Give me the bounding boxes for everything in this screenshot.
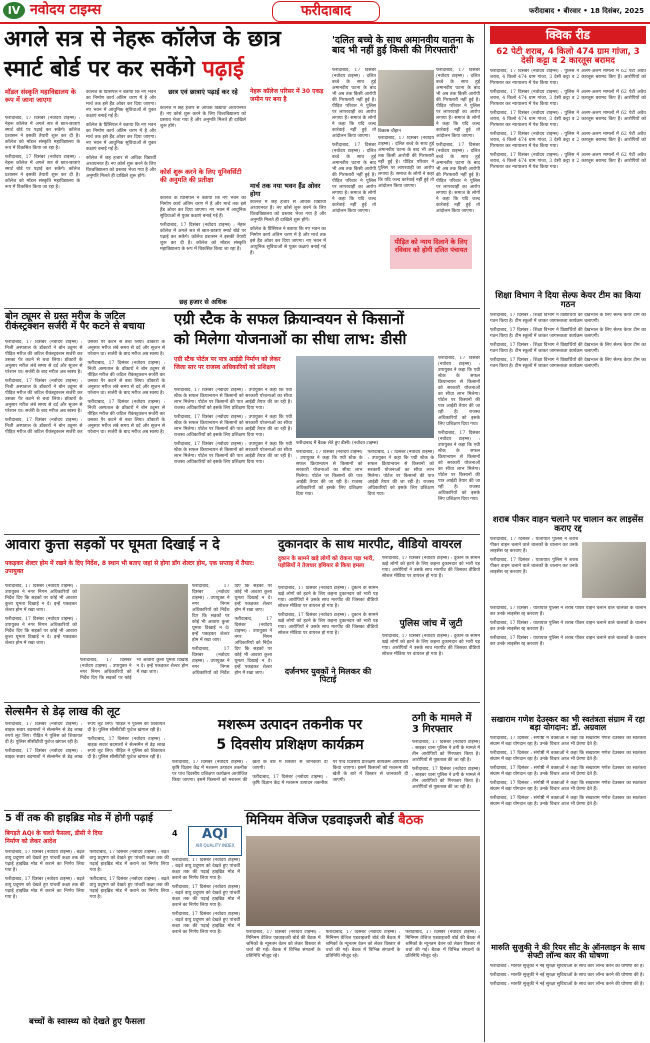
quick-read-item-5	[490, 944, 646, 1040]
cheating-headline: ठगी के मामले में 3 गिरफ्तार	[412, 713, 472, 735]
quick-read-body: फरीदाबाद, 17 दिसंबर : शिक्षा विभाग ने विद्यार्थियों की देखभाल के लिए सेल्फ केयर टीम का गठन किया है। टीम स्कूलों में जाकर जागरूकता कार्यक्रम चलाएगी। फरीदाबाद, 17 दिसंबर : शिक्षा विभाग ने विद्यार्थियों की देखभाल के लिए सेल्फ केयर टीम का गठन किया है। टीम स्कूलों में जाकर जागरूकता कार्यक्रम चलाएगी। फरीदाबाद, 17 दिसंबर : शिक्षा विभाग ने विद्यार्थियों की देखभाल के लिए सेल्फ केयर टीम का गठन किया है। टीम स्कूलों में जाकर जागरूकता कार्यक्रम चलाएगी। फरीदाबाद, 17 दिसंबर : शिक्षा विभाग ने विद्यार्थियों की देखभाल के लिए सेल्फ केयर टीम का गठन किया है। टीम स्कूलों में जाकर जागरूकता कार्यक्रम चलाएगी।	[490, 312, 646, 369]
quick-read-heading: शिक्षा विभाग ने दिया सेल्फ केयर टीम का किया गठन	[495, 291, 641, 310]
mushroom-headline-2: 5 दिवसीय प्रशिक्षण कार्यक्रम	[216, 737, 364, 753]
date-line: फरीदाबाद • बीरवार • 18 दिसंबर, 2025	[529, 7, 644, 15]
hybrid-body: फरीदाबाद, 17 दिसंबर (नवोदय टाइम्स) : बढ़ते वायु प्रदूषण को देखते हुए पांचवीं कक्षा तक की पढ़ाई हाइब्रिड मोड में कराने का निर्णय लिया गया है। फरीदाबाद, 17 दिसंबर (नवोदय टाइम्स) : बढ़ते वायु प्रदूषण को देखते हुए पांचवीं कक्षा तक की पढ़ाई हाइब्रिड मोड में कराने का निर्णय लिया गया है। फरीदाबाद, 17 दिसंबर (नवोदय टाइम्स) : बढ़ते वायु प्रदूषण को देखते हुए पांचवीं कक्षा तक की पढ़ाई हाइब्रिड मोड में कराने का निर्णय लिया गया है। फरीदाबाद, 17 दिसंबर (नवोदय टाइम्स) : बढ़ते वायु प्रदूषण को देखते हुए पांचवीं कक्षा तक की पढ़ाई हाइब्रिड मोड में कराने का निर्णय लिया गया है।	[5, 850, 169, 900]
mushroom-headline-1: मशरूम उत्पादन तकनीक पर	[217, 717, 363, 733]
dalit-body-left: फरीदाबाद, 17 दिसंबर (नवोदय टाइम्स) : दलित बच्चे के साथ हुई अमानवीय घटना के बाद भी अब तक किसी आरोपी की गिरफ्तारी नहीं हुई है। पीड़ित परिवार ने पुलिस पर लापरवाही का आरोप लगाया है। समाज के लोगों ने कहा कि यदि जल्द कार्रवाई नहीं हुई तो आंदोलन किया जाएगा। फरीदाबाद, 17 दिसंबर (नवोदय टाइम्स) : दलित बच्चे के साथ हुई अमानवीय घटना के बाद भी अब तक किसी आरोपी की गिरफ्तारी नहीं हुई है। पीड़ित परिवार ने पुलिस पर लापरवाही का आरोप लगाया है। समाज के लोगों ने कहा कि यदि जल्द कार्रवाई नहीं हुई तो आंदोलन किया जाएगा।	[332, 68, 376, 214]
bone-tumor-body: फरीदाबाद, 17 दिसंबर (नवोदय टाइम्स) : निजी अस्पताल के डॉक्टरों ने बोन ट्यूमर से पीड़ित मरीज की जटिल रीकंस्ट्रक्शन सर्जरी कर उसका पैर कटने से बचा लिया। डॉक्टरों के अनुसार मरीज लंबे समय से दर्द और सूजन से परेशान था। सर्जरी के बाद मरीज अब स्वस्थ है। फरीदाबाद, 17 दिसंबर (नवोदय टाइम्स) : निजी अस्पताल के डॉक्टरों ने बोन ट्यूमर से पीड़ित मरीज की जटिल रीकंस्ट्रक्शन सर्जरी कर उसका पैर कटने से बचा लिया। डॉक्टरों के अनुसार मरीज लंबे समय से दर्द और सूजन से परेशान था। सर्जरी के बाद मरीज अब स्वस्थ है। फरीदाबाद, 17 दिसंबर (नवोदय टाइम्स) : निजी अस्पताल के डॉक्टरों ने बोन ट्यूमर से पीड़ित मरीज की जटिल रीकंस्ट्रक्शन सर्जरी कर उसका पैर कटने से बचा लिया। डॉक्टरों के अनुसार मरीज लंबे समय से दर्द और सूजन से परेशान था। सर्जरी के बाद मरीज अब स्वस्थ है। फरीदाबाद, 17 दिसंबर (नवोदय टाइम्स) : निजी अस्पताल के डॉक्टरों ने बोन ट्यूमर से पीड़ित मरीज की जटिल रीकंस्ट्रक्शन सर्जरी कर उसका पैर कटने से बचा लिया। डॉक्टरों के अनुसार मरीज लंबे समय से दर्द और सूजन से परेशान था। सर्जरी के बाद मरीज अब स्वस्थ है। फरीदाबाद, 17 दिसंबर (नवोदय टाइम्स) : निजी अस्पताल के डॉक्टरों ने बोन ट्यूमर से पीड़ित मरीज की जटिल रीकंस्ट्रक्शन सर्जरी कर उसका पैर कटने से बचा लिया। डॉक्टरों के अनुसार मरीज लंबे समय से दर्द और सूजन से परेशान था। सर्जरी के बाद मरीज अब स्वस्थ है।	[5, 340, 165, 435]
agri-bullet: एग्री स्टैक पोर्टल पर पात्र आईडी निर्माण को लेकर जिला स्तर पर राजस्व अधिकारियों को प्रशिक्षण	[174, 356, 281, 371]
stray-dogs-body: फरीदाबाद, 17 दिसंबर (नवोदय टाइम्स) : उपायुक्त ने नगर निगम अधिकारियों को निर्देश दिए कि सड़कों पर कोई भी आवारा कुत्ता घूमता दिखाई न दे। इन्हें पकड़कर शेल्टर होम में रखा जाए। फरीदाबाद, 17 दिसंबर (नवोदय टाइम्स) : उपायुक्त ने नगर निगम अधिकारियों को निर्देश दिए कि सड़कों पर कोई भी आवारा कुत्ता घूमता दिखाई न दे। इन्हें पकड़कर शेल्टर होम में रखा जाए।	[5, 584, 77, 646]
quick-read-body: फरीदाबाद, 17 दिसंबर : संगोष्ठी में वक्ताओं ने कहा कि सखाराम गणेश देउस्कर का स्वतंत्रता संग्राम में बड़ा योगदान रहा है। उनके विचार आज भी प्रेरणा देते हैं। फरीदाबाद, 17 दिसंबर : संगोष्ठी में वक्ताओं ने कहा कि सखाराम गणेश देउस्कर का स्वतंत्रता संग्राम में बड़ा योगदान रहा है। उनके विचार आज भी प्रेरणा देते हैं। फरीदाबाद, 17 दिसंबर : संगोष्ठी में वक्ताओं ने कहा कि सखाराम गणेश देउस्कर का स्वतंत्रता संग्राम में बड़ा योगदान रहा है। उनके विचार आज भी प्रेरणा देते हैं। फरीदाबाद, 17 दिसंबर : संगोष्ठी में वक्ताओं ने कहा कि सखाराम गणेश देउस्कर का स्वतंत्रता संग्राम में बड़ा योगदान रहा है। उनके विचार आज भी प्रेरणा देते हैं। फरीदाबाद, 17 दिसंबर : संगोष्ठी में वक्ताओं ने कहा कि सखाराम गणेश देउस्कर का स्वतंत्रता संग्राम में बड़ा योगदान रहा है। उनके विचार आज भी प्रेरणा देते हैं।	[490, 735, 646, 807]
lead-headline-1: अगले सत्र से नेहरू कॉलेज के छात्र	[4, 27, 281, 52]
aqi-logo-text: AQI	[202, 827, 228, 842]
quick-read-body: फरीदाबाद, 17 दिसंबर (नवोदय टाइम्स) : पुलिस ने अलग-अलग मामलों में 62 पेटी अवैध शराब, 4 किलो 474 ग्राम गांजा, 3 देसी कट्टा व 2 कारतूस बरामद किए हैं। आरोपियों को गिरफ्तार कर न्यायालय में पेश किया गया। फरीदाबाद, 17 दिसंबर (नवोदय टाइम्स) : पुलिस ने अलग-अलग मामलों में 62 पेटी अवैध शराब, 4 किलो 474 ग्राम गांजा, 3 देसी कट्टा व 2 कारतूस बरामद किए हैं। आरोपियों को गिरफ्तार कर न्यायालय में पेश किया गया। फरीदाबाद, 17 दिसंबर (नवोदय टाइम्स) : पुलिस ने अलग-अलग मामलों में 62 पेटी अवैध शराब, 4 किलो 474 ग्राम गांजा, 3 देसी कट्टा व 2 कारतूस बरामद किए हैं। आरोपियों को गिरफ्तार कर न्यायालय में पेश किया गया। फरीदाबाद, 17 दिसंबर (नवोदय टाइम्स) : पुलिस ने अलग-अलग मामलों में 62 पेटी अवैध शराब, 4 किलो 474 ग्राम गांजा, 3 देसी कट्टा व 2 कारतूस बरामद किए हैं। आरोपियों को गिरफ्तार कर न्यायालय में पेश किया गया। फरीदाबाद, 17 दिसंबर (नवोदय टाइम्स) : पुलिस ने अलग-अलग मामलों में 62 पेटी अवैध शराब, 4 किलो 474 ग्राम गांजा, 3 देसी कट्टा व 2 कारतूस बरामद किए हैं। आरोपियों को गिरफ्तार कर न्यायालय में पेश किया गया।	[490, 68, 646, 170]
agri-headline-1: एग्री स्टैक के सफल क्रियान्वयन से किसानों	[174, 310, 404, 328]
shopkeeper-dozen: दर्जनभर युवकों ने मिलकर की पिटाई	[284, 667, 372, 685]
shopkeeper-headline: दुकानदार के साथ मारपीट, वीडियो वायरल	[278, 537, 462, 551]
lead-side-heading: छात्र एवं छात्राएं पढ़ाई कर रहे	[168, 88, 238, 96]
shopkeeper-body-3: फरीदाबाद, 17 दिसंबर (नवोदय टाइम्स) : दुकान के सामने खड़े लोगों को हटने के लिए कहना दुकानदार को भारी पड़ गया। आरोपियों ने उसके साथ मारपीट की जिसका वीडियो सोशल मीडिया पर वायरल हो गया है।	[382, 634, 480, 657]
quick-read-label: क्विक रीड	[490, 26, 646, 44]
agri-body-right: फरीदाबाद, 17 दिसंबर (नवोदय टाइम्स) : उपायुक्त ने कहा कि एग्री स्टैक के सफल क्रियान्वयन से किसानों को सरकारी योजनाओं का सीधा लाभ मिलेगा। पोर्टल पर किसानों की पात्र आईडी तैयार की जा रही है। राजस्व अधिकारियों को इसके लिए प्रशिक्षण दिया गया। फरीदाबाद, 17 दिसंबर (नवोदय टाइम्स) : उपायुक्त ने कहा कि एग्री स्टैक के सफल क्रियान्वयन से किसानों को सरकारी योजनाओं का सीधा लाभ मिलेगा। पोर्टल पर किसानों की पात्र आईडी तैयार की जा रही है। राजस्व अधिकारियों को इसके लिए प्रशिक्षण दिया गया।	[296, 450, 434, 497]
lead-body-5: कॉलेज में छह हजार से अधिक विद्यार्थी अध्ययनरत हैं। नए कोर्स शुरू करने के लिए विश्वविद्यालय को प्रस्ताव भेजा गया है और अनुमति मिलते ही दाखिले शुरू होंगे। कॉलेज के प्रिंसिपल ने बताया कि नए भवन का निर्माण कार्य अंतिम चरण में है और मार्च तक इसे हैंड ओवर कर दिया जाएगा। नए भवन में आधुनिक सुविधाओं से युक्त कक्षाएं बनाई गई हैं।	[250, 200, 326, 256]
quick-read-body: फरीदाबाद, 17 दिसंबर : यातायात पुलिस ने शराब पीकर वाहन चलाने वाले चालकों के चालान कर उनके लाइसेंस रद्द करवाए हैं। फरीदाबाद, 17 दिसंबर : यातायात पुलिस ने शराब पीकर वाहन चलाने वाले चालकों के चालान कर उनके लाइसेंस रद्द करवाए हैं।	[490, 536, 578, 575]
stray-dogs-body-2: फरीदाबाद, 17 दिसंबर (नवोदय टाइम्स) : उपायुक्त ने नगर निगम अधिकारियों को निर्देश दिए कि सड़कों पर कोई भी आवारा कुत्ता घूमता दिखाई न दे। इन्हें पकड़कर शेल्टर होम में रखा जाए।	[80, 658, 188, 681]
lead-count-line: छह हजार से अधिक	[179, 298, 227, 306]
lead-headline-2	[4, 58, 328, 81]
hybrid-headline: 5 वीं तक की हाइब्रिड मोड में होगी पढ़ाई	[5, 813, 153, 824]
lead-bullet: मॉडल संस्कृति महाविद्यालय के रूप में जाना जाएगा	[5, 88, 76, 104]
aqi-logo-sub: AIR QUALITY INDEX	[195, 843, 235, 848]
quick-read-item-4	[490, 716, 646, 936]
agri-headline-2: को मिलेगा योजनाओं का सीधा लाभ: डीसी	[174, 330, 407, 348]
quick-read-item-3	[490, 516, 646, 706]
dalit-photo	[378, 70, 434, 126]
stray-dogs-photo	[80, 584, 188, 654]
shopkeeper-bullet: दुकान के सामने खड़े लोगों को रोकना पड़ा भारी, पड़ोसियों ने तेजधार हथियार से किया हमला	[278, 556, 375, 569]
city-banner: फरीदाबाद	[272, 1, 380, 22]
masthead	[0, 0, 650, 24]
selsman-headline: सेल्समैन से डेढ़ लाख की लूट	[5, 705, 120, 718]
dalit-box: पीड़ित को न्याय दिलाने के लिए रविवार को होगी दलित पंचायत	[390, 235, 472, 269]
quick-read-heading: शराब पीकर वाहन चलाने पर चालान कर लाइसेंस कराए रद्द	[492, 515, 644, 534]
hybrid-bullet: बिगड़ते AQI के चलते फैसला, डीसी ने दिया निर्माण को लेकर आदेश	[5, 830, 103, 845]
lead-headline-2a: स्मार्ट बोर्ड पर कर सकेंगे	[4, 57, 195, 82]
shopkeeper-body-2: फरीदाबाद, 17 दिसंबर (नवोदय टाइम्स) : दुकान के सामने खड़े लोगों को हटने के लिए कहना दुकानदार को भारी पड़ गया। आरोपियों ने उसके साथ मारपीट की जिसका वीडियो सोशल मीडिया पर वायरल हो गया है।	[382, 556, 480, 579]
lead-q-heading: कोर्स शुरू करने के लिए यूनिवर्सिटी की अनुमति की प्रतीक्षा	[160, 168, 242, 184]
mushroom-body: फरीदाबाद, 17 दिसंबर (नवोदय टाइम्स) : कृषि विज्ञान केंद्र में मशरूम उत्पादन तकनीक पर पांच दिवसीय प्रशिक्षण कार्यक्रम आयोजित किया जाएगा। इसमें किसानों को मशरूम की खेती के बारे में विस्तार से जानकारी दी जाएगी। फरीदाबाद, 17 दिसंबर (नवोदय टाइम्स) : कृषि विज्ञान केंद्र में मशरूम उत्पादन तकनीक पर पांच दिवसीय प्रशिक्षण कार्यक्रम आयोजित किया जाएगा। इसमें किसानों को मशरूम की खेती के बारे में विस्तार से जानकारी दी जाएगी।	[172, 760, 408, 786]
paper-name: नवोदय टाइम्स	[30, 2, 102, 18]
lead-body-2: कॉलेज के प्रिंसिपल ने बताया कि नए भवन का निर्माण कार्य अंतिम चरण में है और मार्च तक इसे हैंड ओवर कर दिया जाएगा। नए भवन में आधुनिक सुविधाओं से युक्त कक्षाएं बनाई गई हैं। कॉलेज के प्रिंसिपल ने बताया कि नए भवन का निर्माण कार्य अंतिम चरण में है और मार्च तक इसे हैंड ओवर कर दिया जाएगा। नए भवन में आधुनिक सुविधाओं से युक्त कक्षाएं बनाई गई हैं। कॉलेज में छह हजार से अधिक विद्यार्थी अध्ययनरत हैं। नए कोर्स शुरू करने के लिए विश्वविद्यालय को प्रस्ताव भेजा गया है और अनुमति मिलते ही दाखिले शुरू होंगे।	[86, 90, 156, 179]
quick-read-heading: सखाराम गणेश देउस्कर का भी स्वतंत्रता संग्राम में रहा बड़ा योगदान: डॉ. अग्रवाल	[491, 715, 645, 733]
lead-side-box: नेहरू कॉलेज परिसर में 30 एकड़ जमीन पर बना है	[250, 88, 324, 103]
minimum-headline	[246, 814, 480, 828]
aqi-logo	[188, 826, 242, 856]
stray-dogs-headline: आवारा कुत्ता सड़कों पर घूमता दिखाई न दे	[5, 537, 220, 553]
agri-caption: फरीदाबाद में बैठक लेते हुए डीसी। (नवोदय टाइम्स)	[296, 441, 379, 446]
minimum-headline-a: मिनियम वेजिज एडवाइजरी बोर्ड	[246, 813, 394, 828]
dalit-caption: विकास चौहान	[378, 129, 401, 134]
lead-body-3: कॉलेज में छह हजार से अधिक विद्यार्थी अध्ययनरत हैं। नए कोर्स शुरू करने के लिए विश्वविद्यालय को प्रस्ताव भेजा गया है और अनुमति मिलते ही दाखिले शुरू होंगे।	[160, 106, 246, 129]
bone-tumor-headline: बोन ट्यूमर से ग्रस्त मरीज के जटिल रीकंस्ट्रक्शन सर्जरी में पैर कटने से बचाया	[5, 311, 145, 332]
lead-body-1: फरीदाबाद, 17 दिसंबर (नवोदय टाइम्स) : नेहरू कॉलेज में अगले सत्र से छात्र-छात्राएं स्मार्ट बोर्ड पर पढ़ाई कर सकेंगे। कॉलेज प्रशासन ने इसकी तैयारी शुरू कर दी है। कॉलेज को मॉडल संस्कृति महाविद्यालय के रूप में विकसित किया जा रहा है। फरीदाबाद, 17 दिसंबर (नवोदय टाइम्स) : नेहरू कॉलेज में अगले सत्र से छात्र-छात्राएं स्मार्ट बोर्ड पर पढ़ाई कर सकेंगे। कॉलेज प्रशासन ने इसकी तैयारी शुरू कर दी है। कॉलेज को मॉडल संस्कृति महाविद्यालय के रूप में विकसित किया जा रहा है।	[5, 116, 80, 190]
agri-body-far: फरीदाबाद, 17 दिसंबर (नवोदय टाइम्स) : उपायुक्त ने कहा कि एग्री स्टैक के सफल क्रियान्वयन से किसानों को सरकारी योजनाओं का सीधा लाभ मिलेगा। पोर्टल पर किसानों की पात्र आईडी तैयार की जा रही है। राजस्व अधिकारियों को इसके लिए प्रशिक्षण दिया गया। फरीदाबाद, 17 दिसंबर (नवोदय टाइम्स) : उपायुक्त ने कहा कि एग्री स्टैक के सफल क्रियान्वयन से किसानों को सरकारी योजनाओं का सीधा लाभ मिलेगा। पोर्टल पर किसानों की पात्र आईडी तैयार की जा रही है। राजस्व अधिकारियों को इसके लिए प्रशिक्षण दिया गया।	[438, 356, 480, 502]
stray-dogs-body-3: फरीदाबाद, 17 दिसंबर (नवोदय टाइम्स) : उपायुक्त ने नगर निगम अधिकारियों को निर्देश दिए कि सड़कों पर कोई भी आवारा कुत्ता घूमता दिखाई न दे। इन्हें पकड़कर शेल्टर होम में रखा जाए। फरीदाबाद, 17 दिसंबर (नवोदय टाइम्स) : उपायुक्त ने नगर निगम अधिकारियों को निर्देश दिए कि सड़कों पर कोई भी आवारा कुत्ता घूमता दिखाई न दे। इन्हें पकड़कर शेल्टर होम में रखा जाए। फरीदाबाद, 17 दिसंबर (नवोदय टाइम्स) : उपायुक्त ने नगर निगम अधिकारियों को निर्देश दिए कि सड़कों पर कोई भी आवारा कुत्ता घूमता दिखाई न दे। इन्हें पकड़कर शेल्टर होम में रखा जाए।	[192, 584, 272, 676]
agri-photo	[296, 356, 434, 438]
hybrid-footer: बच्चों के स्वास्थ्य को देखते हुए फैसला	[28, 1017, 146, 1027]
lead-body-4: कॉलेज के प्रिंसिपल ने बताया कि नए भवन का निर्माण कार्य अंतिम चरण में है और मार्च तक इसे हैंड ओवर कर दिया जाएगा। नए भवन में आधुनिक सुविधाओं से युक्त कक्षाएं बनाई गई हैं। फरीदाबाद, 17 दिसंबर (नवोदय टाइम्स) : नेहरू कॉलेज में अगले सत्र से छात्र-छात्राएं स्मार्ट बोर्ड पर पढ़ाई कर सकेंगे। कॉलेज प्रशासन ने इसकी तैयारी शुरू कर दी है। कॉलेज को मॉडल संस्कृति महाविद्यालय के रूप में विकसित किया जा रहा है।	[160, 196, 246, 252]
quick-read-photo	[582, 542, 646, 598]
aqi-body: फरीदाबाद, 17 दिसंबर (नवोदय टाइम्स) : बढ़ते वायु प्रदूषण को देखते हुए पांचवीं कक्षा तक की पढ़ाई हाइब्रिड मोड में कराने का निर्णय लिया गया है। फरीदाबाद, 17 दिसंबर (नवोदय टाइम्स) : बढ़ते वायु प्रदूषण को देखते हुए पांचवीं कक्षा तक की पढ़ाई हाइब्रिड मोड में कराने का निर्णय लिया गया है। फरीदाबाद, 17 दिसंबर (नवोदय टाइम्स) : बढ़ते वायु प्रदूषण को देखते हुए पांचवीं कक्षा तक की पढ़ाई हाइब्रिड मोड में कराने का निर्णय लिया गया है।	[172, 858, 240, 935]
agri-body-left: फरीदाबाद, 17 दिसंबर (नवोदय टाइम्स) : उपायुक्त ने कहा कि एग्री स्टैक के सफल क्रियान्वयन से किसानों को सरकारी योजनाओं का सीधा लाभ मिलेगा। पोर्टल पर किसानों की पात्र आईडी तैयार की जा रही है। राजस्व अधिकारियों को इसके लिए प्रशिक्षण दिया गया। फरीदाबाद, 17 दिसंबर (नवोदय टाइम्स) : उपायुक्त ने कहा कि एग्री स्टैक के सफल क्रियान्वयन से किसानों को सरकारी योजनाओं का सीधा लाभ मिलेगा। पोर्टल पर किसानों की पात्र आईडी तैयार की जा रही है। राजस्व अधिकारियों को इसके लिए प्रशिक्षण दिया गया। फरीदाबाद, 17 दिसंबर (नवोदय टाइम्स) : उपायुक्त ने कहा कि एग्री स्टैक के सफल क्रियान्वयन से किसानों को सरकारी योजनाओं का सीधा लाभ मिलेगा। पोर्टल पर किसानों की पात्र आईडी तैयार की जा रही है। राजस्व अधिकारियों को इसके लिए प्रशिक्षण दिया गया।	[174, 388, 292, 465]
quick-read-heading: मारुति सुजुकी ने की रियर सीट के ऑनलाइन के साथ सेफ्टी लॉन्च कार की घोषणा	[491, 943, 645, 961]
selsman-body: फरीदाबाद, 17 दिसंबर (नवोदय टाइम्स) : बाइक सवार बदमाशों ने सेल्समैन से डेढ़ लाख रुपये लूट लिए। पीड़ित ने पुलिस को शिकायत दी है। पुलिस सीसीटीवी फुटेज खंगाल रही है। फरीदाबाद, 17 दिसंबर (नवोदय टाइम्स) : बाइक सवार बदमाशों ने सेल्समैन से डेढ़ लाख रुपये लूट लिए। पीड़ित ने पुलिस को शिकायत दी है। पुलिस सीसीटीवी फुटेज खंगाल रही है। फरीदाबाद, 17 दिसंबर (नवोदय टाइम्स) : बाइक सवार बदमाशों ने सेल्समैन से डेढ़ लाख रुपये लूट लिए। पीड़ित ने पुलिस को शिकायत दी है। पुलिस सीसीटीवी फुटेज खंगाल रही है।	[5, 722, 165, 760]
quick-read-body-2: फरीदाबाद, 17 दिसंबर : यातायात पुलिस ने शराब पीकर वाहन चलाने वाले चालकों के चालान कर उनके लाइसेंस रद्द करवाए हैं। फरीदाबाद, 17 दिसंबर : यातायात पुलिस ने शराब पीकर वाहन चलाने वाले चालकों के चालान कर उनके लाइसेंस रद्द करवाए हैं। फरीदाबाद, 17 दिसंबर : यातायात पुलिस ने शराब पीकर वाहन चलाने वाले चालकों के चालान कर उनके लाइसेंस रद्द करवाए हैं।	[490, 605, 646, 647]
lead-headline-2b: पढ़ाई	[202, 57, 244, 82]
quick-read-heading: 62 पेटी शराब, 4 किलो 474 ग्राम गांजा, 3 देसी कट्टा व 2 कारतूस बरामद	[496, 47, 640, 66]
stray-dogs-bullet: पकड़कर शेल्टर होम में रखने के दिए निर्देश, 8 स्थान भी बताए जहां से होगा डॉग शेल्टर होम, एक सप्ताह में तैयार: उपायुक्त	[5, 560, 255, 575]
aqi-number: 4	[172, 829, 178, 838]
shopkeeper-body-1: फरीदाबाद, 17 दिसंबर (नवोदय टाइम्स) : दुकान के सामने खड़े लोगों को हटने के लिए कहना दुकानदार को भारी पड़ गया। आरोपियों ने उसके साथ मारपीट की जिसका वीडियो सोशल मीडिया पर वायरल हो गया है। फरीदाबाद, 17 दिसंबर (नवोदय टाइम्स) : दुकान के सामने खड़े लोगों को हटने के लिए कहना दुकानदार को भारी पड़ गया। आरोपियों ने उसके साथ मारपीट की जिसका वीडियो सोशल मीडिया पर वायरल हो गया है।	[278, 586, 378, 636]
minimum-headline-b: बैठक	[398, 813, 424, 828]
shopkeeper-police-box: पुलिस जांच में जुटी	[399, 619, 463, 629]
lead-fee-heading: मार्च तक नया भवन हैंड ओवर होगा	[250, 182, 321, 198]
minimum-body: फरीदाबाद, 17 दिसंबर (नवोदय टाइम्स) : मिनिमम वेजिज एडवाइजरी बोर्ड की बैठक में श्रमिकों के न्यूनतम वेतन को लेकर विस्तार से चर्चा की गई। बैठक में विभिन्न संगठनों के प्रतिनिधि मौजूद रहे। फरीदाबाद, 17 दिसंबर (नवोदय टाइम्स) : मिनिमम वेजिज एडवाइजरी बोर्ड की बैठक में श्रमिकों के न्यूनतम वेतन को लेकर विस्तार से चर्चा की गई। बैठक में विभिन्न संगठनों के प्रतिनिधि मौजूद रहे। फरीदाबाद, 17 दिसंबर (नवोदय टाइम्स) : मिनिमम वेजिज एडवाइजरी बोर्ड की बैठक में श्रमिकों के न्यूनतम वेतन को लेकर विस्तार से चर्चा की गई। बैठक में विभिन्न संगठनों के प्रतिनिधि मौजूद रहे।	[246, 930, 480, 959]
quick-read-item-1	[490, 48, 646, 295]
cheating-body: फरीदाबाद, 17 दिसंबर (नवोदय टाइम्स) : साइबर थाना पुलिस ने ठगी के मामले में तीन आरोपियों को गिरफ्तार किया है। आरोपियों से पूछताछ की जा रही है। फरीदाबाद, 17 दिसंबर (नवोदय टाइम्स) : साइबर थाना पुलिस ने ठगी के मामले में तीन आरोपियों को गिरफ्तार किया है। आरोपियों से पूछताछ की जा रही है।	[412, 740, 480, 790]
page-number-badge: IV	[3, 2, 25, 19]
dalit-headline: 'दलित बच्चे के साथ अमानवीय यातना के बाद भी नहीं हुई किसी की गिरफ्तारी'	[332, 35, 474, 56]
dalit-body-right: फरीदाबाद, 17 दिसंबर (नवोदय टाइम्स) : दलित बच्चे के साथ हुई अमानवीय घटना के बाद भी अब तक किसी आरोपी की गिरफ्तारी नहीं हुई है। पीड़ित परिवार ने पुलिस पर लापरवाही का आरोप लगाया है। समाज के लोगों ने कहा कि यदि जल्द कार्रवाई नहीं हुई तो आंदोलन किया जाएगा। फरीदाबाद, 17 दिसंबर (नवोदय टाइम्स) : दलित बच्चे के साथ हुई अमानवीय घटना के बाद भी अब तक किसी आरोपी की गिरफ्तारी नहीं हुई है। पीड़ित परिवार ने पुलिस पर लापरवाही का आरोप लगाया है। समाज के लोगों ने कहा कि यदि जल्द कार्रवाई नहीं हुई तो आंदोलन किया जाएगा।	[436, 68, 480, 214]
minimum-photo	[246, 836, 480, 926]
dalit-body-mid: फरीदाबाद, 17 दिसंबर (नवोदय टाइम्स) : दलित बच्चे के साथ हुई अमानवीय घटना के बाद भी अब तक किसी आरोपी की गिरफ्तारी नहीं हुई है। पीड़ित परिवार ने पुलिस पर लापरवाही का आरोप लगाया है। समाज के लोगों ने कहा कि यदि जल्द कार्रवाई नहीं हुई तो आंदोलन किया जाएगा।	[378, 136, 434, 189]
quick-read-body: फरीदाबाद : मारुति सुजुकी ने नई सुरक्षा सुविधाओं के साथ कार लॉन्च करने की घोषणा की है। फरीदाबाद : मारुति सुजुकी ने नई सुरक्षा सुविधाओं के साथ कार लॉन्च करने की घोषणा की है। फरीदाबाद : मारुति सुजुकी ने नई सुरक्षा सुविधाओं के साथ कार लॉन्च करने की घोषणा की है।	[490, 963, 645, 987]
quick-read-item-2	[490, 292, 646, 463]
